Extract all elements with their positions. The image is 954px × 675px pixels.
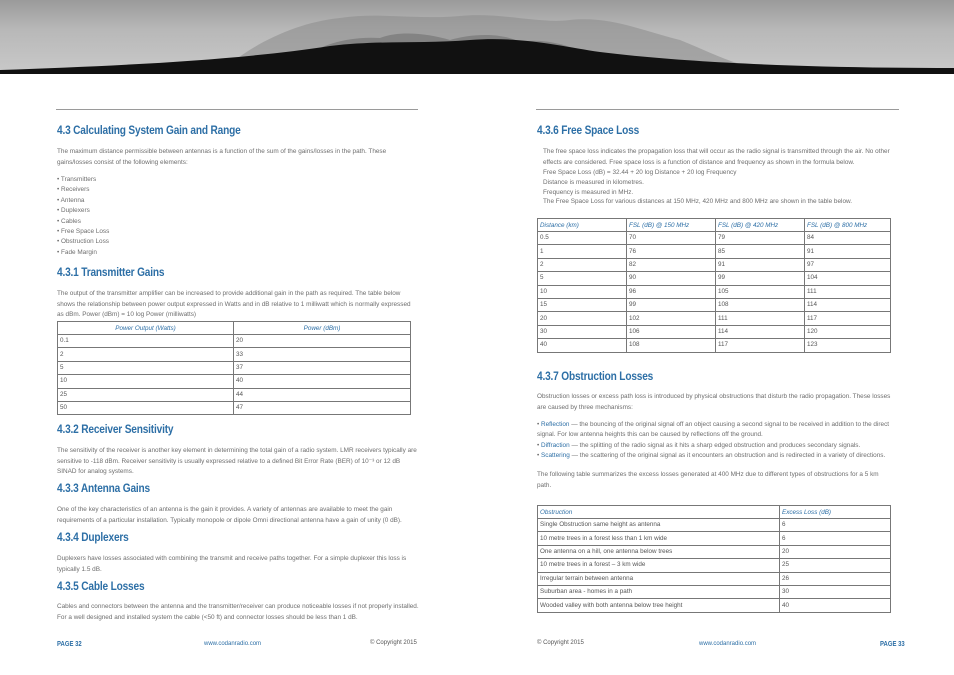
website-link-right[interactable]: www.codanradio.com	[699, 641, 757, 647]
table-row	[58, 348, 411, 361]
table-cell: 20	[538, 312, 627, 325]
table-header: Power Output (Watts)	[58, 322, 234, 335]
table-cell: 30	[538, 325, 627, 338]
table-row	[538, 325, 891, 338]
fsl-distance-note: Distance is measured in kilometres.	[543, 179, 644, 186]
table-header: FSL (dB) @ 800 MHz	[805, 219, 891, 232]
definition-scattering: — the scattering of the original signal as it encounters an obstruction and is redirected in a variety of directions.	[569, 452, 886, 460]
table-cell: 44	[234, 388, 411, 401]
table-cell: 91	[805, 245, 891, 258]
table-cell: 111	[805, 285, 891, 298]
table-cell: 104	[805, 272, 891, 285]
obstruction-table-intro: The following table summarizes the excess losses generated at 400 MHz due to different types of obstructions for a 5 km path.	[537, 471, 879, 489]
table-cell: 10	[538, 285, 627, 298]
free-space-loss-table	[537, 218, 891, 353]
table-cell: 82	[627, 258, 716, 271]
table-cell: 105	[716, 285, 805, 298]
term-scattering: Scattering	[541, 452, 570, 460]
table-cell: Suburban area - homes in a path	[538, 585, 780, 598]
table-row	[58, 375, 411, 388]
table-row	[538, 312, 891, 325]
table-header: Distance (km)	[538, 219, 627, 232]
section-title-4-3-5: 4.3.5 Cable Losses	[57, 581, 145, 593]
table-row	[538, 258, 891, 271]
table-cell: 108	[627, 339, 716, 352]
table-cell: 30	[780, 585, 891, 598]
section-body-4-3-7: Obstruction losses or excess path loss is introduced by physical obstructions that disturb the radio propagation. These losses are caused by three mechanisms:	[537, 393, 891, 411]
definition-reflection: — the bouncing of the original signal off an object causing a second signal to be received in addition to the direct signal. For low antenna heights this can be caused by reflections off the ground.	[537, 421, 890, 439]
table-row	[538, 272, 891, 285]
section-title-4-3-4: 4.3.4 Duplexers	[57, 532, 129, 544]
list-item-diffraction	[537, 441, 905, 451]
table-cell: 90	[627, 272, 716, 285]
table-cell: 47	[234, 401, 411, 414]
fsl-table-intro: The Free Space Loss for various distances at 150 MHz, 420 MHz and 800 MHz are shown in the table below.	[543, 198, 853, 205]
fsl-frequency-note: Frequency is measured in MHz.	[543, 189, 634, 196]
table-header: Obstruction	[538, 506, 780, 519]
list-item: • Obstruction Loss	[57, 237, 109, 247]
table-cell: 79	[716, 232, 805, 245]
table-cell: 70	[627, 232, 716, 245]
table-cell: 2	[58, 348, 234, 361]
gain-loss-elements-list	[57, 175, 109, 258]
table-cell: 76	[627, 245, 716, 258]
table-header: FSL (dB) @ 150 MHz	[627, 219, 716, 232]
table-cell: 99	[716, 272, 805, 285]
section-body-4-3-5: Cables and connectors between the antenna and the transmitter/receiver can produce noticeable losses if not properly installed. For a well designed and installed system the cable (<50 ft) and connector losses should be less than 1 dB.	[57, 603, 419, 621]
table-cell: 15	[538, 298, 627, 311]
list-item: • Receivers	[57, 185, 109, 195]
section-body-4-3: The maximum distance permissible between antennas is a function of the sum of the gains/losses in the path. These gains/losses consist of the following elements:	[57, 148, 387, 166]
copyright-right: © Copyright 2015	[537, 640, 584, 646]
table-row	[538, 532, 891, 545]
table-row	[538, 545, 891, 558]
fsl-intro: The free space loss indicates the propagation loss that will occur as the radio signal is transmitted through the air. No other effects are considered. Free space loss is a function of distance and frequency as shown in the formula below.	[543, 148, 890, 166]
table-cell: 37	[234, 361, 411, 374]
obstruction-mechanisms-list	[537, 420, 905, 462]
right-top-rule	[536, 109, 899, 110]
list-item: • Cables	[57, 217, 109, 227]
section-title-4-3-3: 4.3.3 Antenna Gains	[57, 483, 151, 495]
term-reflection: Reflection	[541, 421, 570, 428]
table-cell: 5	[58, 361, 234, 374]
section-title-4-3-6: 4.3.6 Free Space Loss	[537, 125, 640, 137]
world-map-graphic	[0, 0, 954, 74]
table-row	[538, 599, 891, 612]
table-cell: 50	[58, 401, 234, 414]
table-cell: 5	[538, 272, 627, 285]
table-cell: 25	[780, 559, 891, 572]
table-row	[538, 232, 891, 245]
table-cell: 114	[716, 325, 805, 338]
list-item: • Fade Margin	[57, 248, 109, 258]
term-diffraction: Diffraction	[541, 441, 570, 449]
table-row	[538, 559, 891, 572]
definition-diffraction: — the splitting of the radio signal as it hits a sharp edged obstruction and produces secondary signals.	[569, 441, 861, 449]
section-title-4-3-7: 4.3.7 Obstruction Losses	[537, 371, 654, 383]
table-cell: 2	[538, 258, 627, 271]
table-cell: 117	[805, 312, 891, 325]
table-cell: 1	[538, 245, 627, 258]
section-title-4-3-2: 4.3.2 Receiver Sensitivity	[57, 424, 174, 436]
copyright-left: © Copyright 2015	[370, 640, 417, 646]
table-cell: 40	[538, 339, 627, 352]
list-item-reflection	[537, 420, 905, 441]
table-row	[58, 335, 411, 348]
table-cell: 20	[234, 335, 411, 348]
list-item: • Antenna	[57, 196, 109, 206]
list-item: • Duplexers	[57, 206, 109, 216]
table-cell: 0.1	[58, 335, 234, 348]
table-cell: 111	[716, 312, 805, 325]
table-row	[538, 245, 891, 258]
table-cell: 40	[234, 375, 411, 388]
table-header: FSL (dB) @ 420 MHz	[716, 219, 805, 232]
table-row	[538, 585, 891, 598]
table-cell: 6	[780, 519, 891, 532]
list-item: • Free Space Loss	[57, 227, 109, 237]
table-cell: Single Obstruction same height as antenna	[538, 519, 780, 532]
table-cell: 91	[716, 258, 805, 271]
table-cell: 84	[805, 232, 891, 245]
table-cell: One antenna on a hill, one antenna below trees	[538, 545, 780, 558]
table-row	[538, 298, 891, 311]
table-cell: 108	[716, 298, 805, 311]
table-cell: 85	[716, 245, 805, 258]
table-cell: 99	[627, 298, 716, 311]
page-number-right: PAGE 33	[880, 641, 905, 648]
table-cell: 106	[627, 325, 716, 338]
list-item-scattering	[537, 451, 905, 461]
table-cell: 10	[58, 375, 234, 388]
obstruction-loss-table	[537, 505, 891, 613]
table-cell: 26	[780, 572, 891, 585]
fsl-formula: Free Space Loss (dB) = 32.44 + 20 log Distance + 20 log Frequency	[543, 169, 737, 176]
section-body-4-3-2: The sensitivity of the receiver is another key element in determining the total gain of a radio system. LMR receivers typically are sensitive to -118 dBm. Receiver sensitivity is usually expressed relative to a defined Bit Error Rate (BER) of 10⁻³ or 12 dB SINAD for analog systems.	[57, 447, 417, 475]
table-row	[538, 339, 891, 352]
table-cell: 97	[805, 258, 891, 271]
left-top-rule	[56, 109, 418, 110]
table-cell: 123	[805, 339, 891, 352]
table-cell: 114	[805, 298, 891, 311]
table-row	[58, 401, 411, 414]
table-cell: 10 metre trees in a forest less than 1 km wide	[538, 532, 780, 545]
table-header: Excess Loss (dB)	[780, 506, 891, 519]
list-item: • Transmitters	[57, 175, 109, 185]
table-cell: 117	[716, 339, 805, 352]
table-cell: 102	[627, 312, 716, 325]
section-body-4-3-4: Duplexers have losses associated with combining the transmit and receive paths together. For a simple duplexer this loss is typically 1.5 dB.	[57, 555, 407, 573]
table-cell: 20	[780, 545, 891, 558]
table-cell: 0.5	[538, 232, 627, 245]
table-cell: 96	[627, 285, 716, 298]
table-row	[58, 361, 411, 374]
table-cell: 33	[234, 348, 411, 361]
website-link-left[interactable]: www.codanradio.com	[204, 641, 262, 647]
page-number-left: PAGE 32	[57, 641, 82, 648]
table-cell: 10 metre trees in a forest – 3 km wide	[538, 559, 780, 572]
table-header: Power (dBm)	[234, 322, 411, 335]
section-body-4-3-1: The output of the transmitter amplifier can be increased to provide additional gain in the path as required. The table below shows the relationship between power output expressed in Watts and in dB relative to 1 milliwatt which is normally expressed as dBm. Power (dBm) = 10 log Power (milliwatts)	[57, 290, 411, 318]
table-row	[538, 572, 891, 585]
section-title-4-3-1: 4.3.1 Transmitter Gains	[57, 267, 165, 279]
table-cell: 6	[780, 532, 891, 545]
table-row	[58, 388, 411, 401]
section-body-4-3-3: One of the key characteristics of an antenna is the gain it provides. A variety of antennas are available to meet the gain requirements of a particular installation. Typically monopole or dipole Omni directional antenna have a gain of unity (0 dB).	[57, 506, 402, 524]
table-row	[538, 285, 891, 298]
table-cell: 40	[780, 599, 891, 612]
power-output-table	[57, 321, 411, 415]
table-cell: Wooded valley with both antenna below tree height	[538, 599, 780, 612]
table-cell: 25	[58, 388, 234, 401]
header-banner	[0, 0, 954, 74]
table-cell: 120	[805, 325, 891, 338]
section-title-4-3: 4.3 Calculating System Gain and Range	[57, 125, 241, 137]
table-cell: Irregular terrain between antenna	[538, 572, 780, 585]
table-row	[538, 519, 891, 532]
